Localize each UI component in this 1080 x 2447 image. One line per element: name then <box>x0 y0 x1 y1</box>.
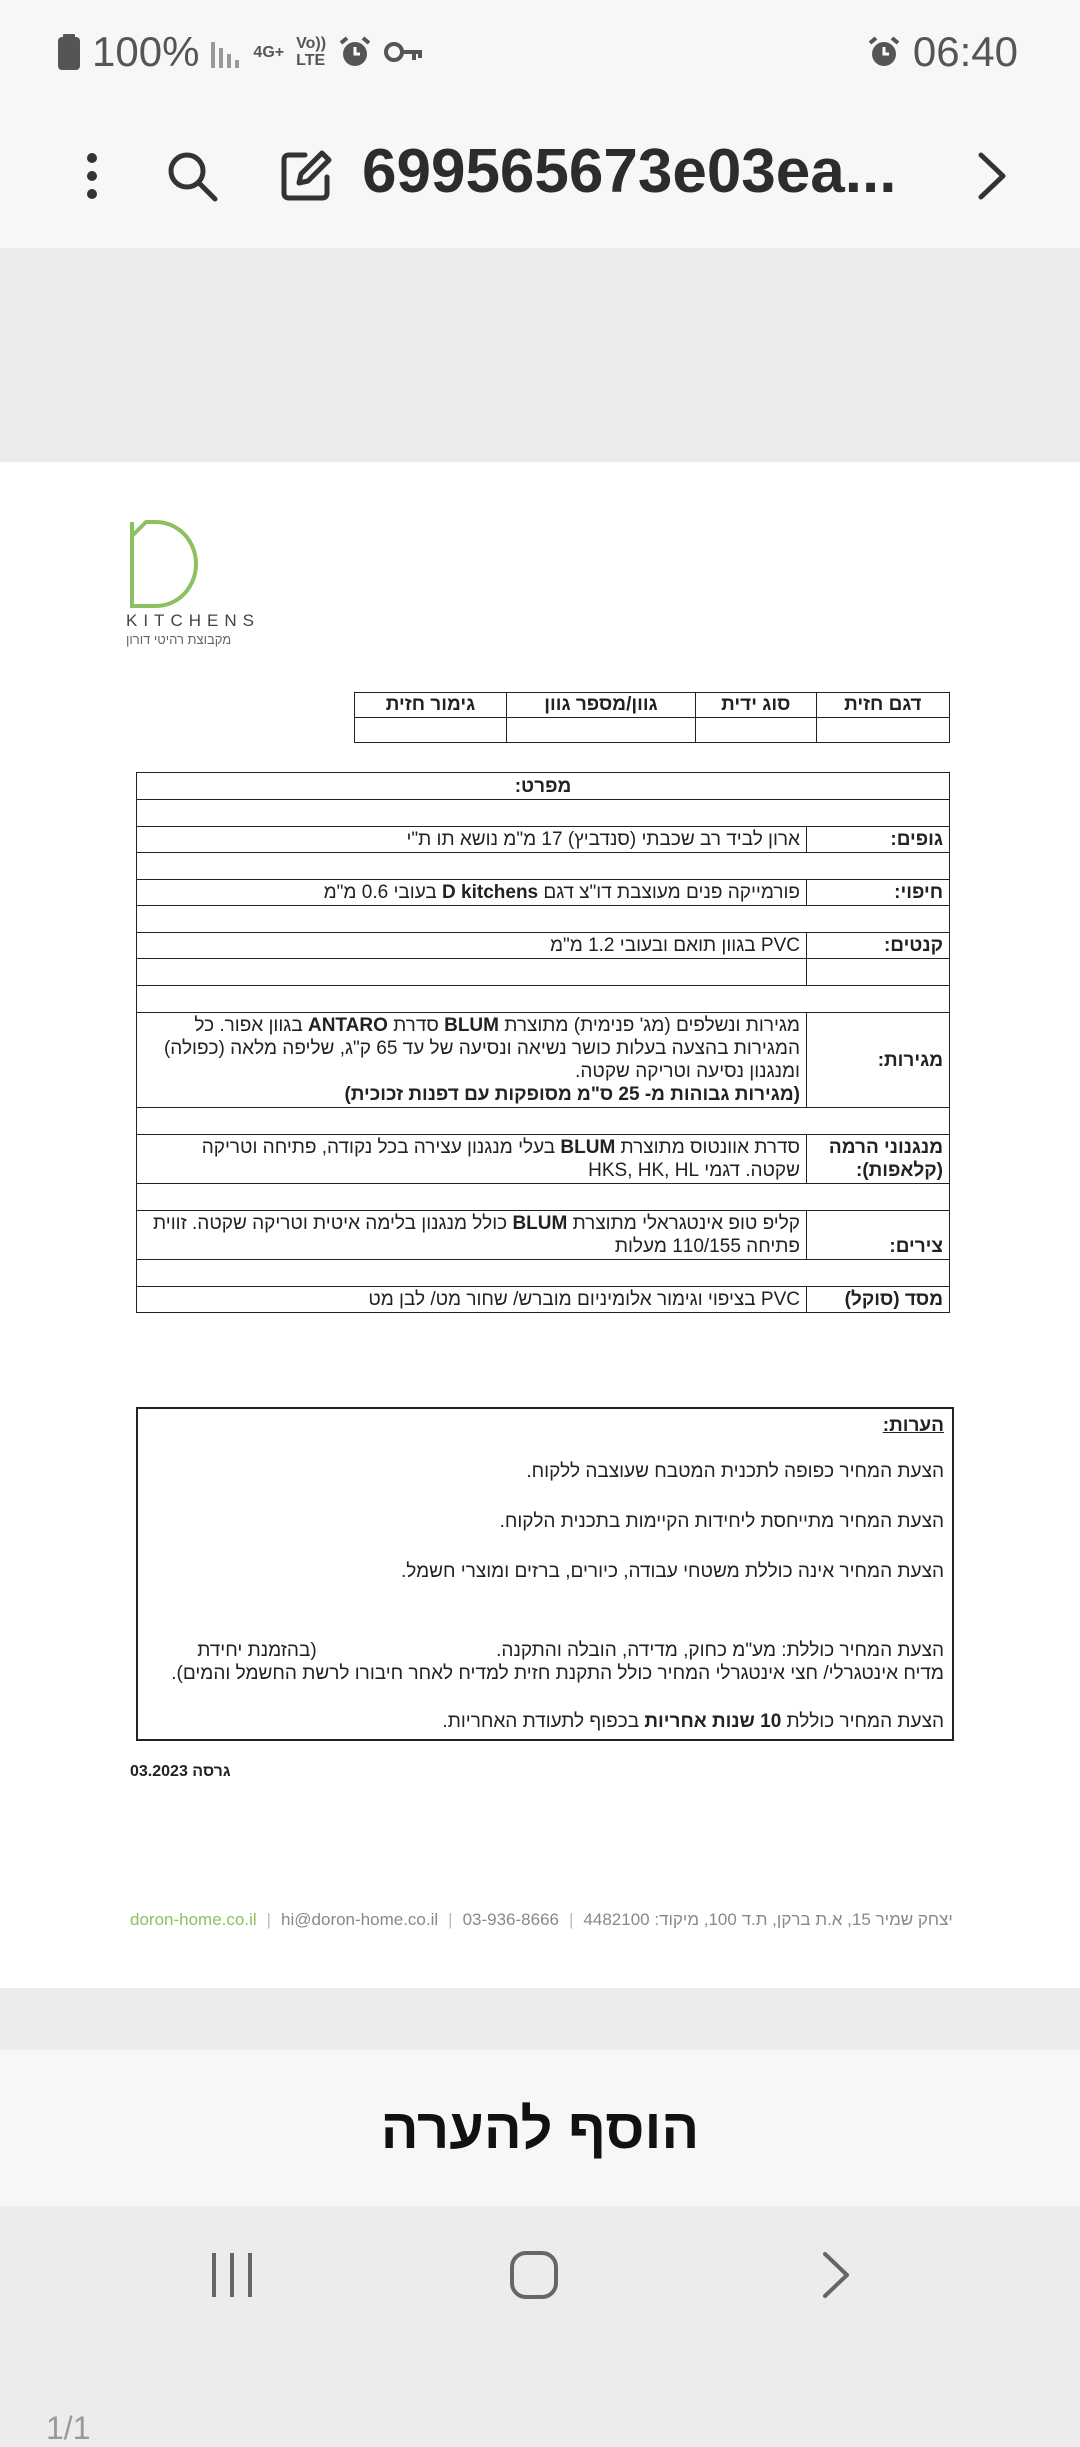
clock: 06:40 <box>912 28 1018 75</box>
spec-label: צירים: <box>807 1211 950 1260</box>
signal-icon <box>211 36 241 68</box>
table-cell <box>816 718 949 743</box>
notes-title: הערות: <box>882 1415 944 1436</box>
spec-text: בעובי 0.6 מ"מ <box>323 882 443 903</box>
network-type: 4G+ <box>253 43 285 61</box>
spec-text: מגירות ונשלפים (מג' פנימית) מתוצרת <box>499 1015 800 1036</box>
spec-value: PVC בציפוי וגימור אלומיניום מוברש/ שחור מט/ לבן מט <box>137 1287 807 1313</box>
note-item: הצעת המחיר אינה כוללת משטחי עבודה, כיורים, ברזים ומוצרי חשמל. <box>400 1561 944 1582</box>
spacer-row <box>137 906 950 933</box>
brand-name: BLUM <box>512 1213 568 1234</box>
footer-website[interactable]: doron-home.co.il <box>130 1910 257 1929</box>
spacer-row <box>137 1108 950 1135</box>
spec-value <box>137 1135 807 1184</box>
spec-text: סדרת <box>387 1015 445 1036</box>
spacer-row <box>137 1184 950 1211</box>
viewer-background <box>0 248 1080 462</box>
add-note-button[interactable]: הוסף להערה <box>0 2050 1080 2206</box>
footer-email[interactable]: hi@doron-home.co.il <box>281 1910 439 1929</box>
spec-label: מנגנוני הרמה (קלאפות): <box>807 1135 950 1184</box>
logo <box>126 520 260 647</box>
spec-text: פורמייקה פנים מעוצבת דו"צ דגם <box>538 882 800 903</box>
spec-text: כולל מנגנון בלימה איטית וטריקה שקטה. זווית פתיחה 110/155 מעלות <box>153 1213 800 1257</box>
table-cell <box>695 718 816 743</box>
note-item: הצעת המחיר כוללת: מע"מ כחוק, מדידה, הובלה והתקנה. (בהזמנת יחידת <box>197 1640 944 1661</box>
note-item: הצעת המחיר כפופה לתכנית המטבח שעוצבה ללקוח. <box>526 1461 944 1482</box>
spec-row-lift <box>137 1135 950 1184</box>
spec-row-lining <box>137 880 950 906</box>
spec-label: גופים: <box>807 827 950 853</box>
table-header-cell: דגם חזית <box>816 693 949 718</box>
footer-phone[interactable]: 03-936-8666 <box>462 1910 559 1929</box>
chevron-right-icon <box>977 151 1007 201</box>
recent-apps-icon <box>209 2251 255 2299</box>
brand-name: D kitchens <box>442 882 539 903</box>
note-item: מדיח אינטגרלי/ חצי אינטגרלי המחיר כולל התקנת חזית למדיח לאחר חיבורו לרשת החשמל והמים). <box>171 1663 944 1684</box>
volte-top: Vo)) <box>296 35 327 52</box>
key-icon <box>384 39 424 65</box>
spec-table <box>136 772 950 1313</box>
table-row <box>355 718 950 743</box>
table-cell <box>355 718 507 743</box>
note-item: הצעת המחיר מתייחסת ליחידות הקיימות בתכנית הלקוח. <box>499 1511 944 1532</box>
spec-value <box>137 880 807 906</box>
spec-text: בעלי מנגנון עצירה בכל נקודה, פתיחה וטריקה שקטה. דגמי HKS, HK, HL <box>201 1137 800 1181</box>
table-header-cell: גימור חזית <box>355 693 507 718</box>
spec-row-edges <box>137 933 950 959</box>
table-cell <box>507 718 696 743</box>
series-name: ANTARO <box>307 1015 388 1036</box>
edit-icon <box>279 149 333 203</box>
search-icon <box>166 150 218 202</box>
volte-bottom: LTE <box>296 52 326 69</box>
navigation-bar <box>0 2206 1080 2340</box>
home-icon <box>509 2250 559 2300</box>
spec-label: חיפוי: <box>807 880 950 906</box>
next-button[interactable] <box>956 140 1028 212</box>
notes-box <box>136 1407 954 1741</box>
spec-value: ארון לביד רב שכבתי (סנדביץ) 17 מ"מ נושא תו ת"י <box>137 827 807 853</box>
more-options-button[interactable] <box>56 140 128 212</box>
spec-row-bodies <box>137 827 950 853</box>
spec-text: סדרת אוונטוס מתוצרת <box>615 1137 800 1158</box>
logo-text: KITCHENS <box>126 611 260 630</box>
battery-percent: 100% <box>92 28 200 75</box>
logo-subtext: מקבוצת רהיטי דורון <box>126 632 232 647</box>
spec-row-drawers <box>137 1013 950 1108</box>
front-details-table <box>354 692 950 743</box>
spec-label: מסד (סוקל) <box>807 1287 950 1313</box>
alarm-icon-right <box>867 35 901 69</box>
edit-button[interactable] <box>270 140 342 212</box>
note-item <box>442 1711 944 1733</box>
back-button[interactable] <box>796 2240 876 2310</box>
spec-text: בגוון אפור. כל המגירות בהצעה בעלות כושר נשיאה ונסיעה של עד 65 ק"ג, שליפה מלאה (כפולה) ומנגנון נסיעה וטריקה שקטה. <box>163 1015 800 1082</box>
spec-text: קליפ טופ אינטגראלי מתוצרת <box>567 1213 800 1234</box>
page-indicator: 1/1 <box>46 2410 91 2446</box>
spacer-row <box>137 1260 950 1287</box>
document-footer: doron-home.co.il | hi@doron-home.co.il | 03-936-8666 | יצחק שמיר 15, א.ת ברקן, ת.ד 100, מיקוד: 4482100 <box>130 1910 953 1929</box>
spacer-cell <box>137 959 807 986</box>
spec-note: (מגירות גבוהות מ- 25 ס"מ מסופקות עם דפנות זכוכית) <box>344 1084 800 1105</box>
home-button[interactable] <box>494 2240 574 2310</box>
brand-name: BLUM <box>560 1137 616 1158</box>
battery-icon <box>58 34 80 70</box>
spec-value <box>137 1211 807 1260</box>
spacer-row <box>137 986 950 1013</box>
spec-value <box>137 1013 807 1108</box>
version-label: גרסה 03.2023 <box>130 1763 231 1780</box>
spacer-row <box>137 800 950 827</box>
table-header-cell: גוון/מספר גוון <box>507 693 696 718</box>
recent-apps-button[interactable] <box>192 2240 272 2310</box>
spec-label: קנטים: <box>807 933 950 959</box>
warranty-highlight: 10 שנות אחריות <box>644 1711 782 1732</box>
search-button[interactable] <box>156 140 228 212</box>
spec-value: PVC בגוון תואם ובעובי 1.2 מ"מ <box>137 933 807 959</box>
spec-row-hinges <box>137 1211 950 1260</box>
spec-title: מפרט: <box>137 773 950 800</box>
table-header-row <box>355 693 950 718</box>
logo-d-icon <box>126 520 202 608</box>
app-toolbar <box>0 110 1080 248</box>
status-bar <box>0 0 1080 110</box>
document-title: 699565673e03ea... <box>362 137 897 206</box>
spacer-row <box>137 853 950 880</box>
more-vert-icon <box>85 152 99 200</box>
note-text: הצעת המחיר כוללת <box>781 1711 944 1732</box>
note-text: בכפוף לתעודת האחריות. <box>442 1711 645 1732</box>
alarm-icon <box>338 35 372 69</box>
back-chevron-icon <box>821 2250 851 2300</box>
brand-name: BLUM <box>444 1015 499 1036</box>
spacer-cell <box>807 959 950 986</box>
footer-address: יצחק שמיר 15, א.ת ברקן, ת.ד 100, מיקוד: 4482100 <box>583 1910 953 1929</box>
table-header-cell: סוג ידית <box>695 693 816 718</box>
spec-row-plinth <box>137 1287 950 1313</box>
spec-label: מגירות: <box>807 1013 950 1108</box>
